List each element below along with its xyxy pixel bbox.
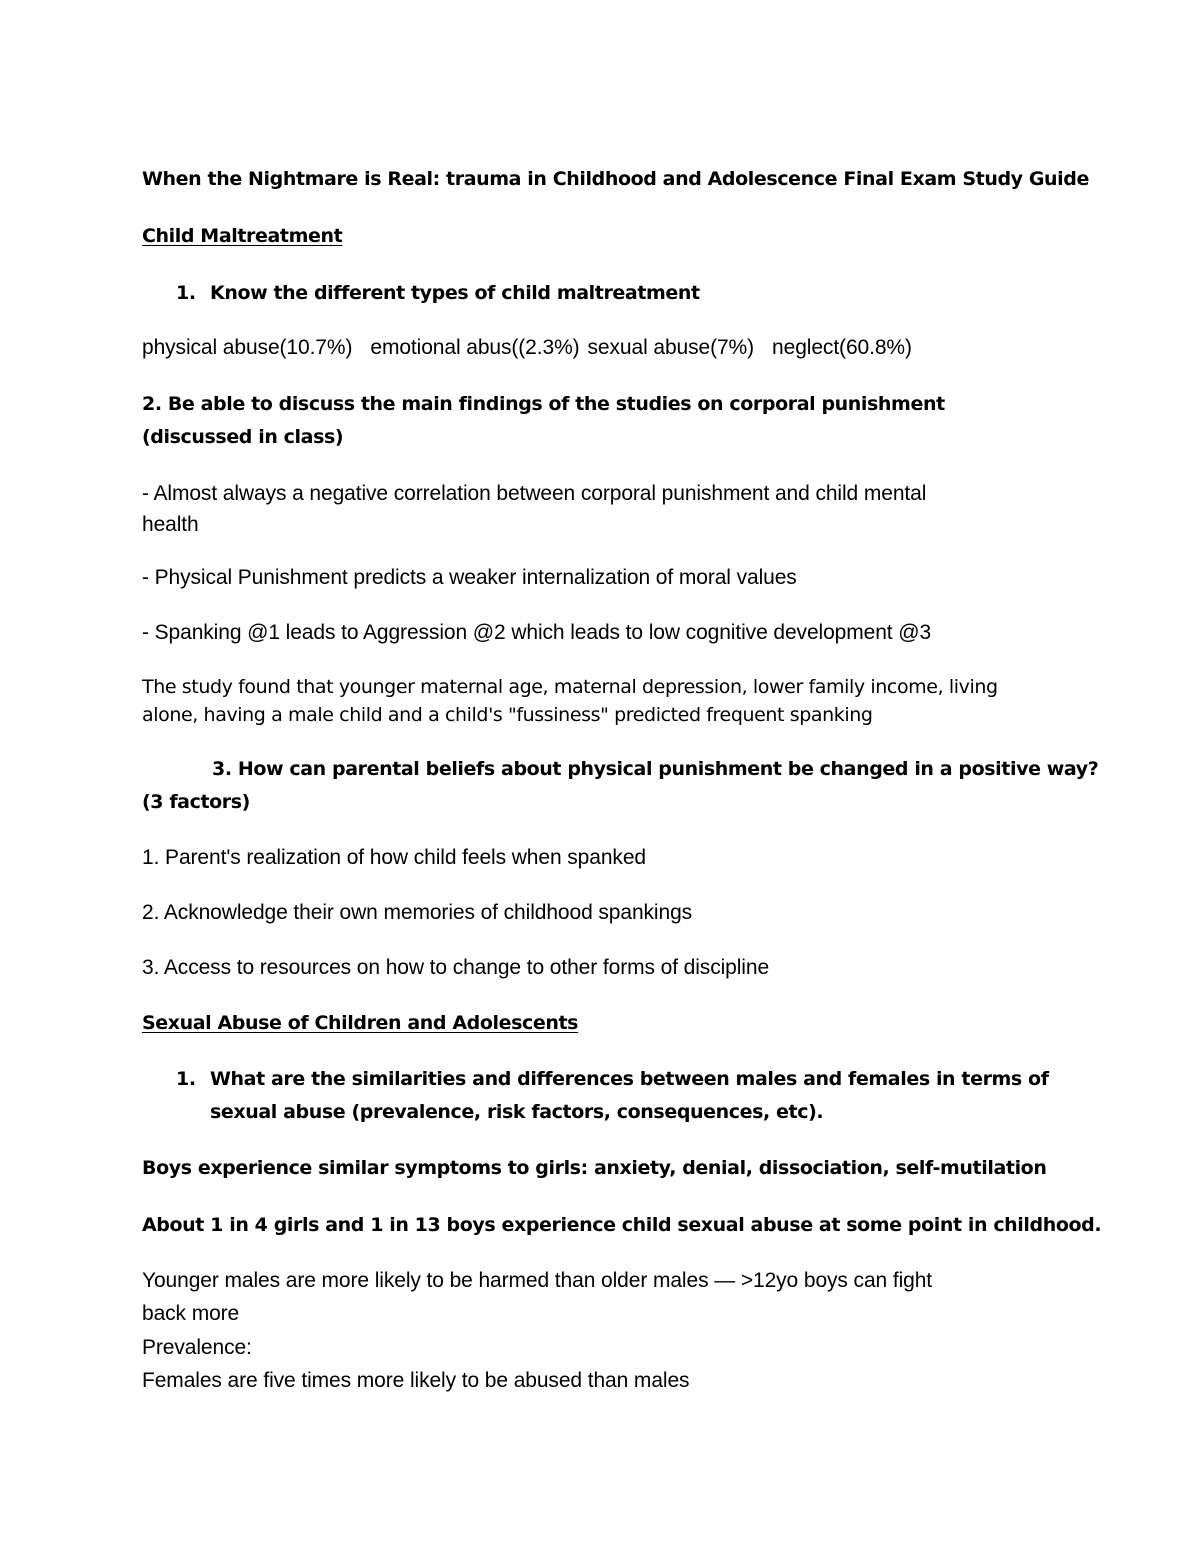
finding-3: - Spanking @1 leads to Aggression @2 which leads to low cognitive development @3: [142, 621, 932, 644]
maltreatment-types-list: [142, 336, 912, 360]
factor-2: 2. Acknowledge their own memories of childhood spankings: [142, 901, 693, 924]
factor-3: 3. Access to resources on how to change to other forms of discipline: [142, 956, 770, 979]
section-heading-sexual-abuse: Sexual Abuse of Children and Adolescents: [142, 1012, 579, 1034]
note-younger-males: Younger males are more likely to be harmed than older males — >12yo boys can fight: [142, 1269, 933, 1292]
type-sexual-abuse: sexual abuse(7%): [587, 336, 755, 359]
question-text: What are the similarities and differences between males and females in terms of: [210, 1068, 1049, 1090]
question-1-sexual-abuse-line-2: sexual abuse (prevalence, risk factors, consequences, etc).: [210, 1101, 824, 1123]
question-1-maltreatment-types: [176, 282, 700, 304]
question-2-line-2: (discussed in class): [142, 426, 344, 448]
section-heading-child-maltreatment: Child Maltreatment: [142, 225, 343, 247]
question-2-line-1: 2. Be able to discuss the main findings of the studies on corporal punishment: [142, 393, 945, 415]
question-3-line-1: 3. How can parental beliefs about physical punishment be changed in a positive way?: [212, 758, 1099, 780]
answer-rates: About 1 in 4 girls and 1 in 13 boys experience child sexual abuse at some point in childhood.: [142, 1214, 1102, 1236]
question-number: 1.: [176, 1068, 196, 1090]
answer-symptoms: Boys experience similar symptoms to girls: anxiety, denial, dissociation, self-mutilation: [142, 1157, 1047, 1179]
note-back-more: back more: [142, 1302, 240, 1325]
type-neglect: neglect(60.8%): [772, 336, 912, 359]
question-number: 1.: [176, 282, 196, 304]
type-physical-abuse: physical abuse(10.7%): [142, 336, 353, 359]
question-3-line-2: (3 factors): [142, 791, 250, 813]
finding-2: - Physical Punishment predicts a weaker internalization of moral values: [142, 566, 797, 589]
finding-1-line-2: health: [142, 513, 199, 536]
document-title: When the Nightmare is Real: trauma in Childhood and Adolescence Final Exam Study Guide: [142, 168, 1089, 190]
question-text: Know the different types of child maltreatment: [210, 282, 700, 304]
note-females-five-times: Females are five times more likely to be abused than males: [142, 1369, 690, 1392]
note-prevalence-label: Prevalence:: [142, 1336, 252, 1359]
study-finding-line-2: alone, having a male child and a child's "fussiness" predicted frequent spanking: [142, 704, 873, 726]
factor-1: 1. Parent's realization of how child feels when spanked: [142, 846, 646, 869]
type-emotional-abuse: emotional abus((2.3%): [370, 336, 580, 359]
study-finding-line-1: The study found that younger maternal age, maternal depression, lower family income, living: [142, 676, 998, 698]
question-1-sexual-abuse-line-1: [176, 1068, 1049, 1090]
finding-1-line-1: - Almost always a negative correlation between corporal punishment and child mental: [142, 482, 927, 505]
